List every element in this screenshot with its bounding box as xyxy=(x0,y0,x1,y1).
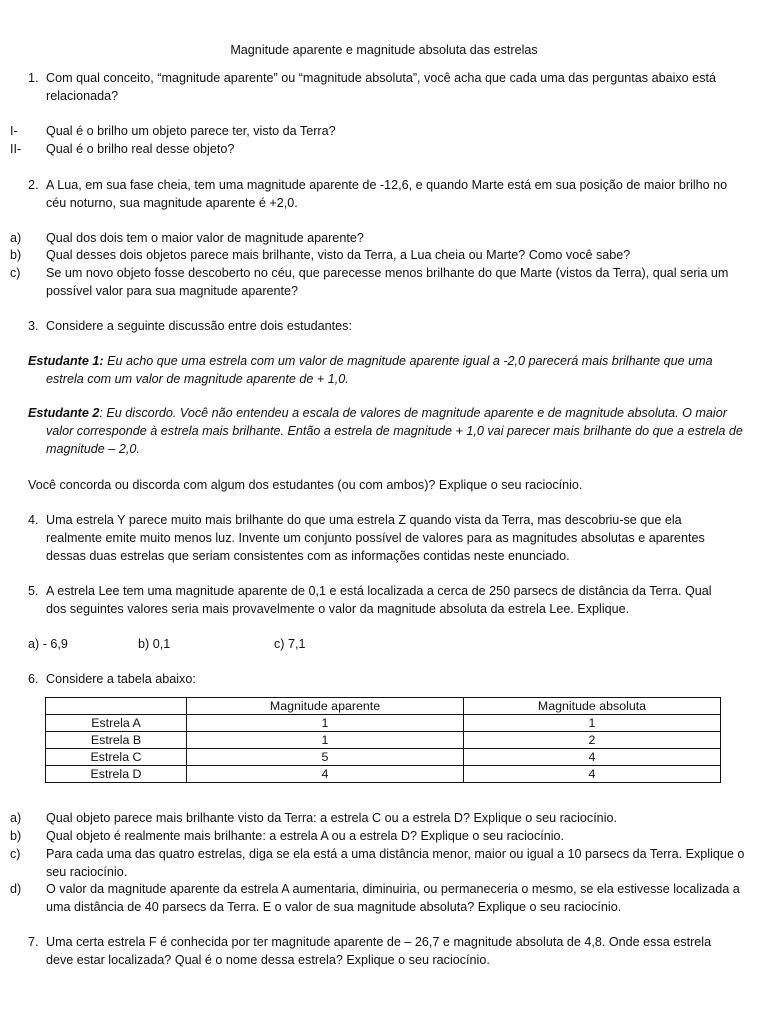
item-label: c) xyxy=(10,266,21,280)
item-text: Qual é o brilho real desse objeto? xyxy=(46,142,235,156)
question-6-item-a xyxy=(10,809,746,827)
table-cell: Estrela C xyxy=(46,749,187,766)
question-text: Considere a seguinte discussão entre dois estudantes: xyxy=(46,319,352,333)
question-number: 7. xyxy=(28,935,39,949)
question-text: Uma estrela Y parece muito mais brilhante do que uma estrela Z quando vista da Terra, mas descobriu-se que ela realmente emite muito menos luz. Invente um conjunto possível de valores para as magnitudes absolutas e aparentes dessas duas estrelas que seriam consistentes com as informações contidas neste enunciado. xyxy=(46,513,705,563)
table-row xyxy=(46,732,721,749)
table-cell: 4 xyxy=(464,766,721,783)
table-header-row xyxy=(46,698,721,715)
item-label: II- xyxy=(10,142,22,156)
item-label: b) xyxy=(10,829,22,843)
table-cell: 1 xyxy=(187,732,464,749)
question-2-item-a xyxy=(10,229,746,247)
item-text: O valor da magnitude aparente da estrela A aumentaria, diminuiria, ou permaneceria o mesmo, se ela estivesse localizada a uma distância de 40 parsecs da Terra. E o valor de sua magnitude absoluta? Explique o seu raciocínio. xyxy=(46,882,740,914)
option-a: a) - 6,9 xyxy=(28,637,68,651)
item-text: Se um novo objeto fosse descoberto no céu, que parecesse menos brilhante do que Marte (vistos da Terra), qual seria um possível valor para sua magnitude aparente? xyxy=(46,266,729,298)
question-number: 2. xyxy=(28,178,39,192)
question-7 xyxy=(28,933,728,969)
magnitude-table xyxy=(45,697,721,783)
item-text: Qual é o brilho um objeto parece ter, visto da Terra? xyxy=(46,124,336,138)
option-b: b) 0,1 xyxy=(138,637,171,651)
question-text: A estrela Lee tem uma magnitude aparente de 0,1 e está localizada a cerca de 250 parsecs de distância da Terra. Qual dos seguintes valores seria mais provavelmente o valor da magnitude absoluta da estrela Lee. Explique. xyxy=(46,584,712,616)
student-2-text: : Eu discordo. Você não entendeu a escala de valores de magnitude aparente e de magnitude absoluta. O maior valor corresponde à estrela mais brilhante. Então a estrela de magnitude + 1,0 vai parecer mais brilhante do que a estrela de magnitude – 2,0. xyxy=(46,406,743,456)
question-number: 4. xyxy=(28,513,39,527)
question-text: Com qual conceito, “magnitude aparente” ou “magnitude absoluta”, você acha que cada uma das perguntas abaixo está relacionada? xyxy=(46,71,716,103)
question-4 xyxy=(28,511,728,565)
question-text: Considere a tabela abaixo: xyxy=(46,672,196,686)
table-cell: 1 xyxy=(464,715,721,732)
question-number: 1. xyxy=(28,71,39,85)
table-header: Magnitude absoluta xyxy=(464,698,721,715)
item-label: c) xyxy=(10,847,21,861)
item-label: b) xyxy=(10,248,22,262)
table-cell: Estrela A xyxy=(46,715,187,732)
student-1-statement xyxy=(28,352,746,388)
question-5 xyxy=(28,582,728,618)
table-cell: 4 xyxy=(464,749,721,766)
table-header xyxy=(46,698,187,715)
question-6 xyxy=(28,670,728,688)
item-label: a) xyxy=(10,811,22,825)
question-number: 3. xyxy=(28,319,39,333)
question-2-item-c xyxy=(10,264,746,300)
table-header: Magnitude aparente xyxy=(187,698,464,715)
question-2 xyxy=(28,176,728,212)
question-1-item-ii xyxy=(10,140,746,158)
table-cell: Estrela B xyxy=(46,732,187,749)
question-1 xyxy=(28,69,728,105)
item-text: Qual desses dois objetos parece mais brilhante, visto da Terra, a Lua cheia ou Marte? Como você sabe? xyxy=(46,248,631,262)
table-cell: 1 xyxy=(187,715,464,732)
question-2-item-b xyxy=(10,246,746,264)
table-row xyxy=(46,766,721,783)
student-2-name: Estudante 2 xyxy=(28,406,100,420)
student-1-name: Estudante 1: xyxy=(28,354,104,368)
question-3-follow-up: Você concorda ou discorda com algum dos estudantes (ou com ambos)? Explique o seu raciocínio. xyxy=(28,478,583,492)
item-text: Qual dos dois tem o maior valor de magnitude aparente? xyxy=(46,231,364,245)
question-number: 6. xyxy=(28,672,39,686)
table-cell: 4 xyxy=(187,766,464,783)
question-6-item-d xyxy=(10,880,746,916)
item-label: d) xyxy=(10,882,22,896)
question-text: A Lua, em sua fase cheia, tem uma magnitude aparente de -12,6, e quando Marte está em sua posição de maior brilho no céu noturno, sua magnitude aparente é +2,0. xyxy=(46,178,728,210)
item-text: Para cada uma das quatro estrelas, diga se ela está a uma distância menor, maior ou igual a 10 parsecs da Terra. Explique o seu raciocínio. xyxy=(46,847,745,879)
item-text: Qual objeto é realmente mais brilhante: a estrela A ou a estrela D? Explique o seu raciocínio. xyxy=(46,829,565,843)
question-1-item-i xyxy=(10,122,746,140)
table-cell: 5 xyxy=(187,749,464,766)
item-text: Qual objeto parece mais brilhante visto da Terra: a estrela C ou a estrela D? Explique o seu raciocínio. xyxy=(46,811,617,825)
item-label: a) xyxy=(10,231,22,245)
student-1-text: Eu acho que uma estrela com um valor de magnitude aparente igual a -2,0 parecerá mais brilhante que uma estrela com um valor de magnitude aparente de + 1,0. xyxy=(46,354,713,386)
question-6-item-c xyxy=(10,845,746,881)
table-cell: Estrela D xyxy=(46,766,187,783)
table-cell: 2 xyxy=(464,732,721,749)
item-label: I- xyxy=(10,124,18,138)
question-3 xyxy=(28,317,728,335)
student-2-statement xyxy=(28,404,746,458)
option-c: c) 7,1 xyxy=(274,637,306,651)
document-title: Magnitude aparente e magnitude absoluta das estrelas xyxy=(230,43,538,57)
table-row xyxy=(46,749,721,766)
question-number: 5. xyxy=(28,584,39,598)
question-6-item-b xyxy=(10,827,746,845)
question-text: Uma certa estrela F é conhecida por ter magnitude aparente de – 26,7 e magnitude absoluta de 4,8. Onde essa estrela deve estar localizada? Qual é o nome dessa estrela? Explique o seu raciocínio. xyxy=(46,935,712,967)
table-row xyxy=(46,715,721,732)
